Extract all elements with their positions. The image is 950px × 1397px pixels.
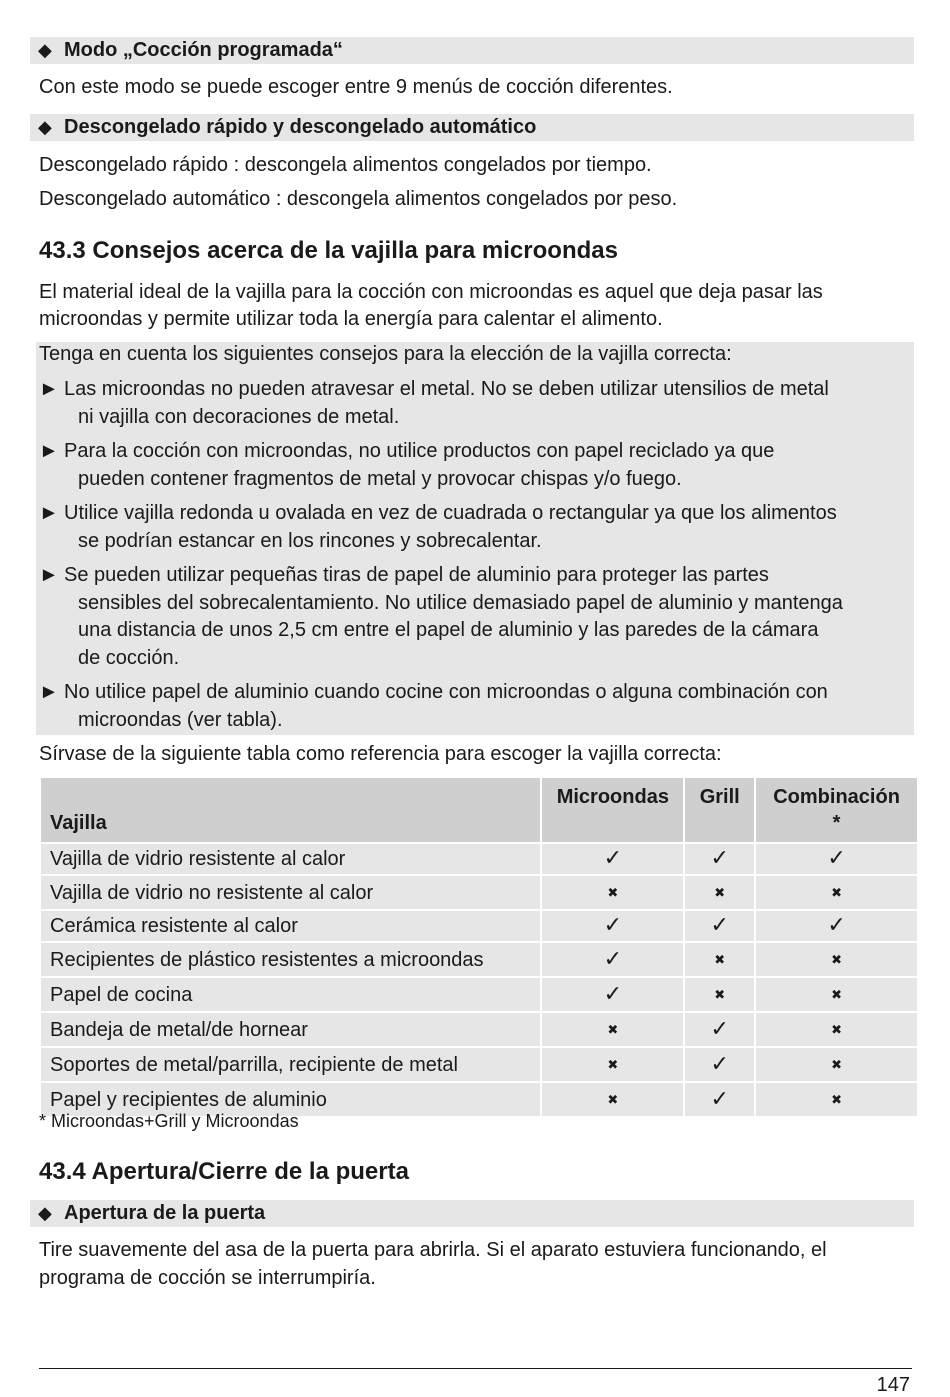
- table-row: [40, 1047, 918, 1082]
- cell-combinacion: [755, 977, 918, 1012]
- cross-icon: ✖: [714, 953, 726, 968]
- tip-item: ► Para la cocción con microondas, no utilice productos con papel reciclado ya que pueden contener fragmentos de metal y provocar chispas y/o fuego.: [39, 440, 775, 490]
- cross-icon: ✖: [831, 953, 843, 968]
- table-row: [40, 942, 918, 977]
- cookware-name: Recipientes de plástico resistentes a microondas: [40, 942, 541, 977]
- page-number: 147: [876, 1374, 910, 1396]
- section-bar-modo: [30, 37, 914, 64]
- cell-combinacion: [755, 1012, 918, 1047]
- table-row: [40, 875, 918, 910]
- cookware-name: Vajilla de vidrio no resistente al calor: [40, 875, 541, 910]
- arrow-bullet-icon: ►: [39, 681, 59, 703]
- tip-item: ► No utilice papel de aluminio cuando cocine con microondas o alguna combinación con microondas (ver tabla).: [39, 681, 828, 731]
- arrow-bullet-icon: ►: [39, 440, 59, 462]
- cross-icon: ✖: [831, 988, 843, 1003]
- paragraph: El material ideal de la vajilla para la cocción con microondas es aquel que deja pasar las: [39, 281, 823, 303]
- cell-microondas: [541, 1047, 684, 1082]
- check-icon: ✓: [603, 946, 623, 972]
- tip-item: ► Las microondas no pueden atravesar el metal. No se deben utilizar utensilios de metal ni vajilla con decoraciones de metal.: [39, 378, 829, 428]
- cookware-name: Soportes de metal/parrilla, recipiente de metal: [40, 1047, 541, 1082]
- arrow-bullet-icon: ►: [39, 564, 59, 586]
- cell-grill: [684, 875, 755, 910]
- paragraph: programa de cocción se interrumpiría.: [39, 1267, 376, 1289]
- cookware-table: [39, 776, 919, 1118]
- cell-combinacion: [755, 1047, 918, 1082]
- cookware-name: Cerámica resistente al calor: [40, 910, 541, 942]
- arrow-bullet-icon: ►: [39, 378, 59, 400]
- section-bar-descongelado: [30, 114, 914, 141]
- table-row: [40, 977, 918, 1012]
- check-icon: ✓: [710, 1051, 729, 1077]
- cell-grill: [684, 942, 755, 977]
- paragraph: Descongelado automático : descongela alimentos congelados por peso.: [39, 188, 678, 210]
- check-icon: ✓: [603, 846, 623, 871]
- cell-microondas: [541, 1082, 684, 1117]
- cross-icon: ✖: [831, 1093, 843, 1108]
- paragraph: Descongelado rápido : descongela alimentos congelados por tiempo.: [39, 154, 652, 176]
- table-row: [40, 843, 918, 875]
- header-combinacion: Combinación *: [755, 777, 918, 843]
- cookware-name: Vajilla de vidrio resistente al calor: [40, 843, 541, 875]
- arrow-bullet-icon: ►: [39, 502, 59, 524]
- cookware-name: Papel y recipientes de aluminio: [40, 1082, 541, 1117]
- cell-combinacion: [755, 875, 918, 910]
- cross-icon: ✖: [607, 1058, 619, 1073]
- check-icon: ✓: [603, 913, 623, 938]
- cell-grill: [684, 1082, 755, 1117]
- cross-icon: ✖: [607, 1023, 619, 1038]
- paragraph: microondas y permite utilizar toda la energía para calentar el alimento.: [39, 308, 663, 330]
- cookware-name: Papel de cocina: [40, 977, 541, 1012]
- cell-combinacion: [755, 1082, 918, 1117]
- section-title: Modo „Cocción programada“: [64, 39, 343, 61]
- check-icon: ✓: [827, 913, 846, 938]
- check-icon: ✓: [710, 1016, 729, 1042]
- check-icon: ✓: [827, 846, 846, 871]
- header-vajilla: Vajilla: [40, 777, 541, 843]
- cell-grill: [684, 910, 755, 942]
- diamond-bullet-icon: ◆: [38, 1203, 52, 1223]
- diamond-bullet-icon: ◆: [38, 40, 52, 60]
- section-heading-43-4: 43.4 Apertura/Cierre de la puerta: [39, 1158, 409, 1185]
- check-icon: ✓: [710, 913, 729, 938]
- cross-icon: ✖: [831, 1023, 843, 1038]
- table-intro: Sírvase de la siguiente tabla como referencia para escoger la vajilla correcta:: [39, 743, 722, 765]
- cell-combinacion: [755, 843, 918, 875]
- cross-icon: ✖: [607, 1093, 619, 1108]
- tip-item: ► Se pueden utilizar pequeñas tiras de papel de aluminio para proteger las partes sensibles del sobrecalentamiento. No utilice demasiado papel de aluminio y mantenga una distancia de unos 2,5 cm entre el papel de aluminio y las paredes de la cámara de cocción.: [39, 564, 843, 669]
- cell-microondas: [541, 910, 684, 942]
- cross-icon: ✖: [831, 1058, 843, 1073]
- table-header-row: [40, 777, 918, 843]
- cross-icon: ✖: [714, 886, 726, 901]
- cookware-name: Bandeja de metal/de hornear: [40, 1012, 541, 1047]
- cell-grill: [684, 977, 755, 1012]
- cell-microondas: [541, 843, 684, 875]
- tip-item: ► Utilice vajilla redonda u ovalada en vez de cuadrada o rectangular ya que los alimentos se podrían estancar en los rincones y sobrecalentar.: [39, 502, 837, 552]
- header-grill: Grill: [684, 777, 755, 843]
- cell-microondas: [541, 875, 684, 910]
- table-row: [40, 1012, 918, 1047]
- section-title: Descongelado rápido y descongelado automático: [64, 116, 537, 138]
- cell-grill: [684, 1047, 755, 1082]
- tips-intro: Tenga en cuenta los siguientes consejos para la elección de la vajilla correcta:: [39, 343, 732, 365]
- footer-rule: [39, 1368, 912, 1369]
- section-bar-apertura: [30, 1200, 914, 1227]
- section-heading-43-3: 43.3 Consejos acerca de la vajilla para microondas: [39, 237, 618, 264]
- table-row: [40, 910, 918, 942]
- check-icon: ✓: [710, 1086, 729, 1112]
- check-icon: ✓: [710, 846, 729, 871]
- cell-grill: [684, 843, 755, 875]
- paragraph: Tire suavemente del asa de la puerta para abrirla. Si el aparato estuviera funcionando, el: [39, 1239, 827, 1261]
- cell-microondas: [541, 1012, 684, 1047]
- cell-combinacion: [755, 910, 918, 942]
- cross-icon: ✖: [714, 988, 726, 1003]
- cell-microondas: [541, 977, 684, 1012]
- cell-microondas: [541, 942, 684, 977]
- section-title: Apertura de la puerta: [64, 1202, 266, 1224]
- cross-icon: ✖: [607, 886, 619, 901]
- cross-icon: ✖: [831, 886, 843, 901]
- paragraph: Con este modo se puede escoger entre 9 menús de cocción diferentes.: [39, 76, 673, 98]
- cell-grill: [684, 1012, 755, 1047]
- table-footnote: * Microondas+Grill y Microondas: [39, 1111, 299, 1131]
- diamond-bullet-icon: ◆: [38, 117, 52, 137]
- header-microondas: Microondas: [541, 777, 684, 843]
- check-icon: ✓: [603, 981, 623, 1007]
- cell-combinacion: [755, 942, 918, 977]
